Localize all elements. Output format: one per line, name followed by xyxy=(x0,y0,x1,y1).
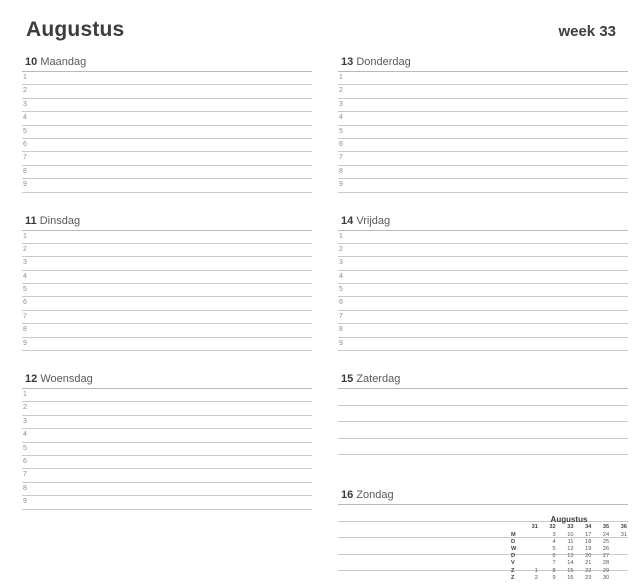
mini-calendar-day: 7 xyxy=(552,560,556,567)
line-number: 4 xyxy=(23,272,27,280)
line-number: 8 xyxy=(23,167,27,175)
entry-line[interactable] xyxy=(22,85,312,98)
mini-calendar-corner xyxy=(510,524,521,531)
line-number: 1 xyxy=(23,232,27,240)
mini-calendar-day xyxy=(610,560,628,567)
entry-line[interactable] xyxy=(22,139,312,152)
column-spacer xyxy=(338,206,628,215)
line-number: 5 xyxy=(23,127,27,135)
mini-calendar-row xyxy=(510,539,628,546)
entry-line[interactable] xyxy=(22,257,312,270)
line-number: 7 xyxy=(339,154,343,162)
mini-calendar-day: 6 xyxy=(552,553,556,560)
mini-calendar-title: Augustus xyxy=(550,515,588,524)
week-number: 35 xyxy=(602,524,610,531)
mini-calendar-row xyxy=(510,560,628,567)
entry-line[interactable] xyxy=(22,496,312,509)
day-number: 15 xyxy=(341,373,354,386)
line-number: 8 xyxy=(339,167,343,175)
day-heading xyxy=(338,489,628,501)
page-header xyxy=(22,18,618,42)
day-of-week-label: V xyxy=(511,560,515,567)
week-number: 34 xyxy=(585,524,592,531)
entry-line[interactable] xyxy=(22,469,312,482)
week-number: 36 xyxy=(620,524,627,531)
mini-calendar-day: 1 xyxy=(534,567,538,574)
mini-calendar-table xyxy=(510,524,628,582)
entry-line[interactable] xyxy=(338,139,628,152)
mini-calendar-day: 27 xyxy=(602,553,610,560)
entry-line[interactable] xyxy=(22,126,312,139)
entry-line[interactable] xyxy=(338,297,628,310)
line-number: 1 xyxy=(339,74,343,81)
entry-line[interactable] xyxy=(338,231,628,244)
line-number: 5 xyxy=(339,127,343,135)
day-of-week-label: M xyxy=(511,531,516,538)
entry-line[interactable] xyxy=(22,231,312,244)
right-column xyxy=(338,56,628,584)
entry-line[interactable] xyxy=(22,402,312,415)
mini-calendar-day: 4 xyxy=(552,538,556,545)
mini-calendar-row xyxy=(510,532,628,539)
line-number: 1 xyxy=(23,391,27,399)
day-of-week-label: Z xyxy=(511,567,515,574)
mini-calendar-day xyxy=(521,553,539,560)
entry-line[interactable] xyxy=(22,338,312,351)
entry-line[interactable] xyxy=(22,443,312,456)
day-lines[interactable] xyxy=(338,230,628,352)
line-number: 3 xyxy=(339,100,343,108)
entry-line[interactable] xyxy=(338,257,628,270)
column-spacer xyxy=(22,206,312,215)
entry-line[interactable] xyxy=(338,99,628,112)
line-number: 5 xyxy=(339,286,343,294)
line-number: 1 xyxy=(339,232,343,240)
mini-calendar-day: 13 xyxy=(567,553,574,560)
entry-line[interactable] xyxy=(22,112,312,125)
entry-line[interactable] xyxy=(338,284,628,297)
entry-line[interactable] xyxy=(338,244,628,257)
mini-calendar-day: 3 xyxy=(552,531,556,538)
left-column xyxy=(22,56,312,584)
mini-calendar-day: 29 xyxy=(602,567,610,574)
day-name: Maandag xyxy=(40,56,87,68)
entry-line[interactable] xyxy=(338,311,628,324)
entry-line[interactable] xyxy=(338,72,628,85)
mini-calendar-day: 12 xyxy=(567,546,574,553)
line-number: 4 xyxy=(23,114,27,122)
mini-calendar-day: 10 xyxy=(567,531,574,538)
entry-line[interactable] xyxy=(338,112,628,125)
mini-calendar-day: 17 xyxy=(585,531,592,538)
mini-calendar-day xyxy=(610,546,628,553)
mini-calendar-day xyxy=(610,575,628,582)
day-lines[interactable] xyxy=(22,230,312,352)
line-number: 7 xyxy=(23,312,27,320)
line-number: 5 xyxy=(23,444,27,452)
week-number: 32 xyxy=(549,524,556,531)
mini-calendar-day: 19 xyxy=(585,546,592,553)
entry-line[interactable] xyxy=(22,271,312,284)
mini-calendar-day xyxy=(521,532,539,539)
entry-line[interactable] xyxy=(22,166,312,179)
day-block-donderdag xyxy=(338,56,628,193)
line-number: 7 xyxy=(23,154,27,162)
day-lines[interactable] xyxy=(22,388,312,510)
line-number: 9 xyxy=(23,181,27,189)
line-number: 1 xyxy=(23,74,27,81)
day-of-week-label: Z xyxy=(511,574,515,581)
line-number: 6 xyxy=(339,299,343,307)
line-number: 2 xyxy=(23,87,27,95)
line-number: 2 xyxy=(339,87,343,95)
entry-line[interactable] xyxy=(22,244,312,257)
entry-line[interactable] xyxy=(22,389,312,402)
day-lines[interactable] xyxy=(338,388,628,455)
entry-line[interactable] xyxy=(22,483,312,496)
mini-calendar-day: 9 xyxy=(552,574,556,581)
entry-line[interactable] xyxy=(338,324,628,337)
entry-line[interactable] xyxy=(22,72,312,85)
day-block-dinsdag xyxy=(22,215,312,352)
day-block-maandag xyxy=(22,56,312,193)
entry-line[interactable] xyxy=(22,456,312,469)
line-number: 9 xyxy=(23,339,27,347)
line-number: 4 xyxy=(23,431,27,439)
mini-calendar-day: 14 xyxy=(567,560,574,567)
mini-calendar-day: 16 xyxy=(567,574,574,581)
mini-calendar-day xyxy=(521,546,539,553)
mini-calendar-day: 15 xyxy=(567,567,574,574)
mini-calendar-day: 21 xyxy=(585,560,592,567)
mini-calendar-row xyxy=(510,575,628,582)
line-number: 8 xyxy=(23,326,27,334)
mini-calendar-day: 11 xyxy=(567,538,574,545)
mini-calendar-day: 24 xyxy=(602,531,610,538)
line-number: 7 xyxy=(23,471,27,479)
line-number: 4 xyxy=(339,114,343,122)
line-number: 7 xyxy=(339,312,343,320)
day-name: Zaterdag xyxy=(356,373,401,386)
mini-calendar-day: 20 xyxy=(585,553,592,560)
entry-line[interactable] xyxy=(338,406,628,423)
line-number: 6 xyxy=(339,140,343,148)
mini-calendar-day: 23 xyxy=(585,574,592,581)
day-number: 10 xyxy=(25,56,38,68)
entry-line[interactable] xyxy=(338,166,628,179)
mini-calendar-day xyxy=(521,560,539,567)
entry-line[interactable] xyxy=(338,126,628,139)
entry-line[interactable] xyxy=(338,439,628,456)
column-spacer xyxy=(338,364,628,373)
day-block-woensdag xyxy=(22,373,312,510)
mini-calendar-day: 2 xyxy=(534,574,538,581)
day-number: 11 xyxy=(25,214,37,227)
page-title: Augustus xyxy=(26,18,125,41)
mini-calendar-weeknum-row xyxy=(510,524,628,531)
line-number: 3 xyxy=(23,259,27,267)
line-number: 9 xyxy=(23,498,27,506)
day-of-week-label: W xyxy=(511,546,517,553)
day-heading xyxy=(22,373,312,385)
line-number: 3 xyxy=(23,417,27,425)
day-lines[interactable] xyxy=(338,71,628,193)
day-heading xyxy=(22,215,312,227)
line-number: 9 xyxy=(339,181,343,189)
line-number: 6 xyxy=(23,299,27,307)
mini-calendar-row xyxy=(510,553,628,560)
mini-calendar-row xyxy=(510,568,628,575)
day-name: Donderdag xyxy=(356,56,411,68)
column-spacer xyxy=(338,468,628,489)
mini-calendar-day xyxy=(610,539,628,546)
day-heading xyxy=(338,215,628,227)
line-number: 3 xyxy=(23,100,27,108)
day-number: 16 xyxy=(341,489,354,502)
mini-calendar-day: 28 xyxy=(602,560,610,567)
day-block-zaterdag xyxy=(338,373,628,455)
entry-line[interactable] xyxy=(338,152,628,165)
entry-line[interactable] xyxy=(22,179,312,192)
entry-line[interactable] xyxy=(22,297,312,310)
day-number: 14 xyxy=(341,214,354,227)
mini-calendar-day: 26 xyxy=(602,546,610,553)
line-number: 4 xyxy=(339,272,343,280)
mini-calendar xyxy=(510,516,628,582)
line-number: 9 xyxy=(339,339,343,347)
day-lines[interactable] xyxy=(22,71,312,193)
mini-calendar-day xyxy=(610,553,628,560)
day-number: 13 xyxy=(341,56,354,68)
mini-calendar-day xyxy=(521,539,539,546)
line-number: 8 xyxy=(339,326,343,334)
entry-line[interactable] xyxy=(22,284,312,297)
week-number: 33 xyxy=(567,524,574,531)
day-columns xyxy=(22,56,627,584)
line-number: 3 xyxy=(339,259,343,267)
line-number: 2 xyxy=(23,404,27,412)
mini-calendar-day: 5 xyxy=(552,546,556,553)
line-number: 8 xyxy=(23,484,27,492)
mini-calendar-day xyxy=(610,568,628,575)
day-heading xyxy=(338,56,628,68)
entry-line[interactable] xyxy=(338,179,628,192)
day-name: Woensdag xyxy=(40,373,93,386)
day-of-week-label: D xyxy=(511,553,516,560)
entry-line[interactable] xyxy=(22,429,312,442)
mini-calendar-day: 22 xyxy=(585,567,592,574)
mini-calendar-day: 18 xyxy=(585,538,592,545)
entry-line[interactable] xyxy=(338,389,628,406)
entry-line[interactable] xyxy=(22,416,312,429)
entry-line[interactable] xyxy=(338,85,628,98)
entry-line[interactable] xyxy=(338,422,628,439)
day-number: 12 xyxy=(25,373,38,386)
column-spacer xyxy=(22,364,312,373)
week-number-label: week 33 xyxy=(558,23,616,40)
line-number: 5 xyxy=(23,286,27,294)
day-name: Dinsdag xyxy=(39,214,81,227)
mini-calendar-day: 25 xyxy=(602,538,610,545)
mini-calendar-row xyxy=(510,546,628,553)
week-number: 31 xyxy=(531,524,538,531)
entry-line[interactable] xyxy=(22,324,312,337)
day-of-week-label: D xyxy=(511,538,516,545)
day-name: Zondag xyxy=(356,489,394,502)
entry-line[interactable] xyxy=(22,99,312,112)
line-number: 6 xyxy=(23,140,27,148)
entry-line[interactable] xyxy=(338,338,628,351)
day-name: Vrijdag xyxy=(356,214,391,227)
line-number: 2 xyxy=(23,245,27,253)
entry-line[interactable] xyxy=(22,152,312,165)
day-heading xyxy=(338,373,628,385)
mini-calendar-day: 8 xyxy=(552,567,556,574)
entry-line[interactable] xyxy=(22,311,312,324)
day-block-vrijdag xyxy=(338,215,628,352)
entry-line[interactable] xyxy=(338,271,628,284)
mini-calendar-day: 31 xyxy=(620,531,627,538)
mini-calendar-day: 30 xyxy=(602,574,610,581)
line-number: 6 xyxy=(23,457,27,465)
day-heading xyxy=(22,56,312,68)
line-number: 2 xyxy=(339,245,343,253)
